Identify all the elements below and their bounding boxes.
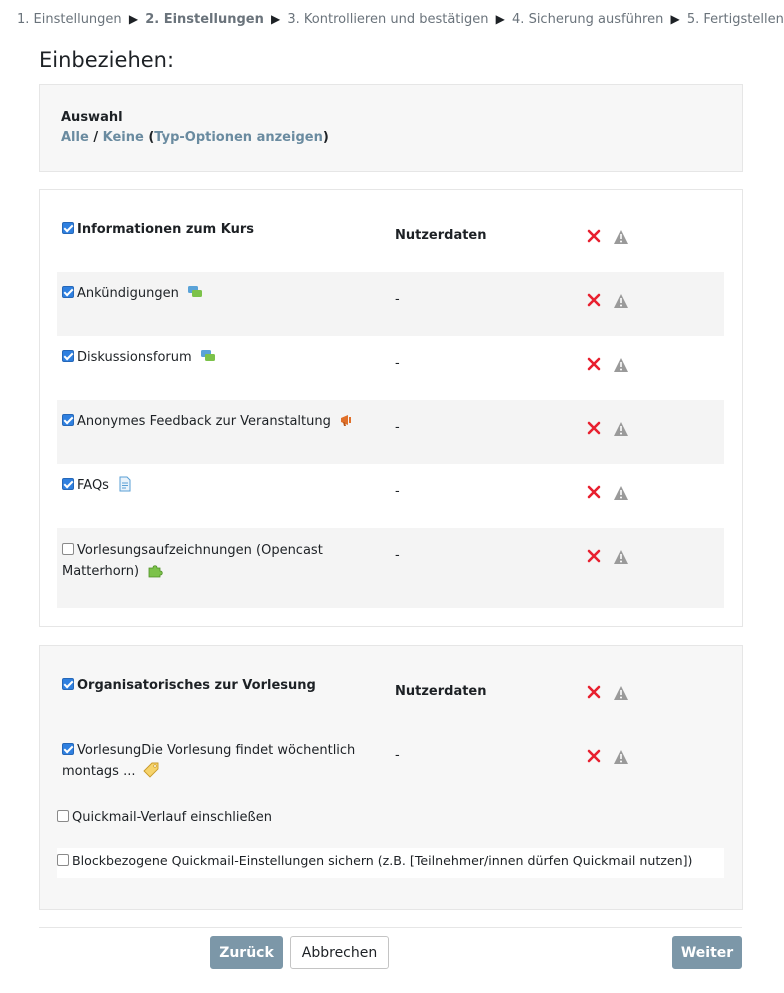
userdata-header: Nutzerdaten <box>395 684 487 699</box>
activity-label: VorlesungDie Vorlesung findet wöchentlich montags ... <box>62 743 356 779</box>
quickmail-settings-row <box>57 848 724 878</box>
warning-icon[interactable] <box>613 293 629 309</box>
quickmail-history-option <box>57 808 272 828</box>
quickmail-history-checkbox[interactable] <box>57 810 69 822</box>
delete-icon[interactable] <box>586 420 602 436</box>
userdata-value: - <box>395 292 400 307</box>
activity-row <box>57 336 724 400</box>
selection-slash: / <box>88 130 103 145</box>
selection-title: Auswahl <box>61 110 123 125</box>
cancel-button[interactable]: Abbrechen <box>290 936 389 969</box>
select-all-link[interactable]: Alle <box>61 130 89 145</box>
warning-icon[interactable] <box>613 357 629 373</box>
breadcrumb-step-2: 2. Einstellungen <box>145 12 264 27</box>
activity-checkbox[interactable] <box>62 350 74 362</box>
type-options-link[interactable]: Typ-Optionen anzeigen <box>154 130 323 145</box>
delete-icon[interactable] <box>586 748 602 764</box>
activity-label: Ankündigungen <box>77 286 179 301</box>
label-icon <box>143 762 159 778</box>
activity-checkbox[interactable] <box>62 414 74 426</box>
section-header-name <box>62 676 382 696</box>
back-button[interactable]: Zurück <box>210 936 283 969</box>
breadcrumb-step-3: 3. Kontrollieren und bestätigen <box>287 12 489 27</box>
activity-name <box>62 412 382 432</box>
quickmail-settings-option <box>57 851 692 871</box>
section-header-row <box>57 664 724 728</box>
delete-icon[interactable] <box>586 356 602 372</box>
activity-checkbox[interactable] <box>62 543 74 555</box>
plugin-icon <box>147 562 163 578</box>
warning-icon[interactable] <box>613 685 629 701</box>
breadcrumb-step-4: 4. Sicherung ausführen <box>512 12 664 27</box>
quickmail-settings-checkbox[interactable] <box>57 854 69 866</box>
activity-checkbox[interactable] <box>62 743 74 755</box>
breadcrumb-step-1: 1. Einstellungen <box>17 12 122 27</box>
section-label: Organisatorisches zur Vorlesung <box>77 678 316 693</box>
breadcrumb-separator-icon: ▶ <box>495 12 505 26</box>
activity-row <box>57 728 724 792</box>
activity-label: Vorlesungsaufzeichnungen (Opencast Matterhorn) <box>62 543 323 579</box>
section-label: Informationen zum Kurs <box>77 222 255 237</box>
section-checkbox[interactable] <box>62 222 74 234</box>
activity-name <box>62 348 362 368</box>
page-icon <box>117 476 133 492</box>
quickmail-history-label: Quickmail-Verlauf einschließen <box>72 810 272 825</box>
delete-icon[interactable] <box>586 484 602 500</box>
delete-icon[interactable] <box>586 548 602 564</box>
activity-name <box>62 476 362 496</box>
selection-links <box>61 130 329 145</box>
warning-icon[interactable] <box>613 749 629 765</box>
section-organisation <box>39 645 743 910</box>
delete-icon[interactable] <box>586 228 602 244</box>
paren-open: ( <box>143 130 155 145</box>
activity-name <box>62 284 362 304</box>
activity-checkbox[interactable] <box>62 286 74 298</box>
activity-label: Anonymes Feedback zur Veranstaltung <box>77 414 331 429</box>
userdata-header: Nutzerdaten <box>395 228 487 243</box>
divider <box>39 927 742 928</box>
userdata-value: - <box>395 420 400 435</box>
userdata-value: - <box>395 484 400 499</box>
quickmail-settings-label: Blockbezogene Quickmail-Einstellungen sichern (z.B. [Teilnehmer/innen dürfen Quickmail nutzen]) <box>72 853 693 868</box>
breadcrumb-separator-icon: ▶ <box>670 12 680 26</box>
next-button[interactable]: Weiter <box>672 936 742 969</box>
activity-name <box>62 540 352 582</box>
page-title: Einbeziehen: <box>39 48 175 72</box>
warning-icon[interactable] <box>613 549 629 565</box>
breadcrumb-step-5: 5. Fertigstellen <box>686 12 784 27</box>
forum-icon <box>200 348 216 364</box>
delete-icon[interactable] <box>586 292 602 308</box>
breadcrumb <box>17 12 784 27</box>
activity-row <box>57 528 724 608</box>
activity-row <box>57 272 724 336</box>
delete-icon[interactable] <box>586 684 602 700</box>
userdata-value: - <box>395 548 400 563</box>
warning-icon[interactable] <box>613 229 629 245</box>
selection-panel <box>39 84 743 172</box>
warning-icon[interactable] <box>613 421 629 437</box>
breadcrumb-separator-icon: ▶ <box>271 12 281 26</box>
activity-label: FAQs <box>77 478 109 493</box>
paren-close: ) <box>322 130 329 145</box>
userdata-value: - <box>395 748 400 763</box>
activity-row <box>57 400 724 464</box>
activity-checkbox[interactable] <box>62 478 74 490</box>
section-checkbox[interactable] <box>62 678 74 690</box>
userdata-value: - <box>395 356 400 371</box>
section-header-name <box>62 220 362 240</box>
activity-name <box>62 740 362 782</box>
select-none-link[interactable]: Keine <box>102 130 144 145</box>
section-header-row <box>57 208 724 272</box>
section-course-info <box>39 189 743 627</box>
activity-row <box>57 464 724 528</box>
warning-icon[interactable] <box>613 485 629 501</box>
feedback-icon <box>339 412 355 428</box>
forum-icon <box>187 284 203 300</box>
breadcrumb-separator-icon: ▶ <box>128 12 139 26</box>
activity-label: Diskussionsforum <box>77 350 192 365</box>
